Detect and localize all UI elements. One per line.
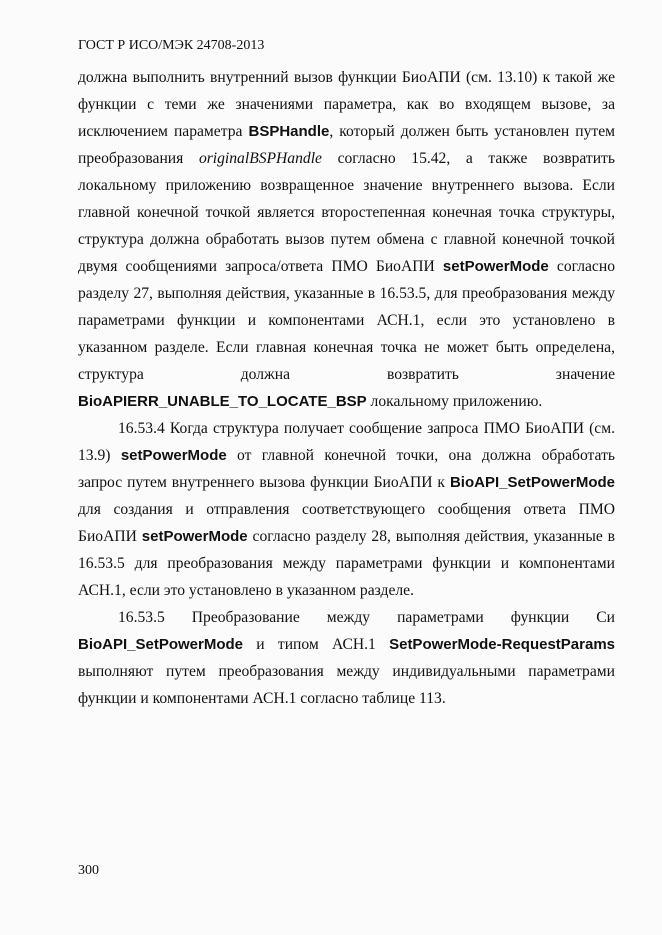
text-line [78, 172, 615, 199]
text-line [78, 631, 615, 658]
text-line [78, 64, 615, 91]
text-run: БиоАПИ [78, 528, 142, 545]
text-line [78, 199, 615, 226]
code-identifier: setPowerMode [141, 528, 248, 545]
text-run: запрос путем внутреннего вызова функции БиоАПИ к [78, 474, 450, 491]
text-line [78, 334, 615, 361]
text-run: АСН.1, если это установлено в указанном разделе. [78, 582, 414, 599]
text-run: от главной конечной точки, она должна обработать [226, 447, 615, 464]
text-run: функции и компонентами АСН.1 согласно таблице 113. [78, 690, 446, 707]
code-identifier: BSPHandle [248, 123, 330, 140]
code-identifier: BioAPI_SetPowerMode [449, 474, 615, 491]
text-line [78, 145, 615, 172]
text-line [78, 469, 615, 496]
text-run: преобразования [78, 150, 199, 167]
text-line [78, 253, 615, 280]
text-line [78, 307, 615, 334]
text-line [78, 415, 615, 442]
document-body [78, 64, 615, 712]
text-line [78, 226, 615, 253]
text-run: двумя сообщениями запроса/ответа ПМО БиоАПИ [78, 258, 443, 275]
text-run: согласно 15.42, а также возвратить [321, 150, 615, 167]
text-line [78, 388, 615, 415]
text-line [78, 442, 615, 469]
text-run: структура должна возвратить значение [78, 366, 615, 383]
text-run: согласно разделу 28, выполняя действия, указанные в [247, 528, 615, 545]
text-line [78, 523, 615, 550]
code-identifier: BioAPIERR_UNABLE_TO_LOCATE_BSP [78, 393, 367, 410]
text-line [78, 550, 615, 577]
text-run: выполняют путем преобразования между индивидуальными параметрами [78, 663, 615, 680]
text-run: и типом АСН.1 [243, 636, 390, 653]
code-identifier: SetPowerMode-RequestParams [389, 636, 615, 653]
text-run: для создания и отправления соответствующего сообщения ответа ПМО [78, 501, 615, 518]
text-line [78, 280, 615, 307]
text-run: разделу 27, выполняя действия, указанные в 16.53.5, для преобразования между [78, 285, 615, 302]
text-run: структура должна обработать вызов путем обмена с главной конечной точкой [78, 231, 615, 248]
document-header: ГОСТ Р ИСО/МЭК 24708-2013 [78, 38, 265, 53]
text-line [78, 496, 615, 523]
text-run: локальному приложению. [366, 393, 543, 410]
code-identifier: BioAPI_SetPowerMode [78, 636, 244, 653]
text-run: исключением параметра [78, 123, 249, 140]
text-line [78, 685, 615, 712]
text-run: указанном разделе. Если главная конечная точка не может быть определена, [78, 339, 615, 356]
code-identifier: setPowerMode [442, 258, 549, 275]
text-run: главной конечной точкой является второстепенная конечная точка структуры, [78, 204, 615, 221]
text-line [78, 361, 615, 388]
text-run: согласно [548, 258, 615, 275]
text-run: параметрами функции и компонентами АСН.1, если это установлено в [78, 312, 615, 329]
text-run: 16.53.5 для преобразования между параметрами функции и компонентами [78, 555, 615, 572]
code-identifier: setPowerMode [120, 447, 227, 464]
text-run: должна выполнить внутренний вызов функции БиоАПИ (см. 13.10) к такой же [78, 69, 615, 86]
page-number: 300 [78, 863, 99, 878]
text-run: , который должен быть установлен путем [329, 123, 615, 140]
text-line [78, 658, 615, 685]
italic-term: originalBSPHandle [198, 150, 322, 167]
text-line [78, 118, 615, 145]
text-line [78, 604, 615, 631]
text-line [78, 577, 615, 604]
text-run: 16.53.5 Преобразование между параметрами функции Си [118, 609, 615, 626]
text-run: 16.53.4 Когда структура получает сообщение запроса ПМО БиоАПИ (см. [118, 420, 615, 437]
text-run: 13.9) [78, 447, 121, 464]
text-line [78, 91, 615, 118]
text-run: локальному приложению возвращенное значение внутреннего вызова. Если [78, 177, 615, 194]
text-run: функции с теми же значениями параметра, как во входящем вызове, за [78, 96, 615, 113]
